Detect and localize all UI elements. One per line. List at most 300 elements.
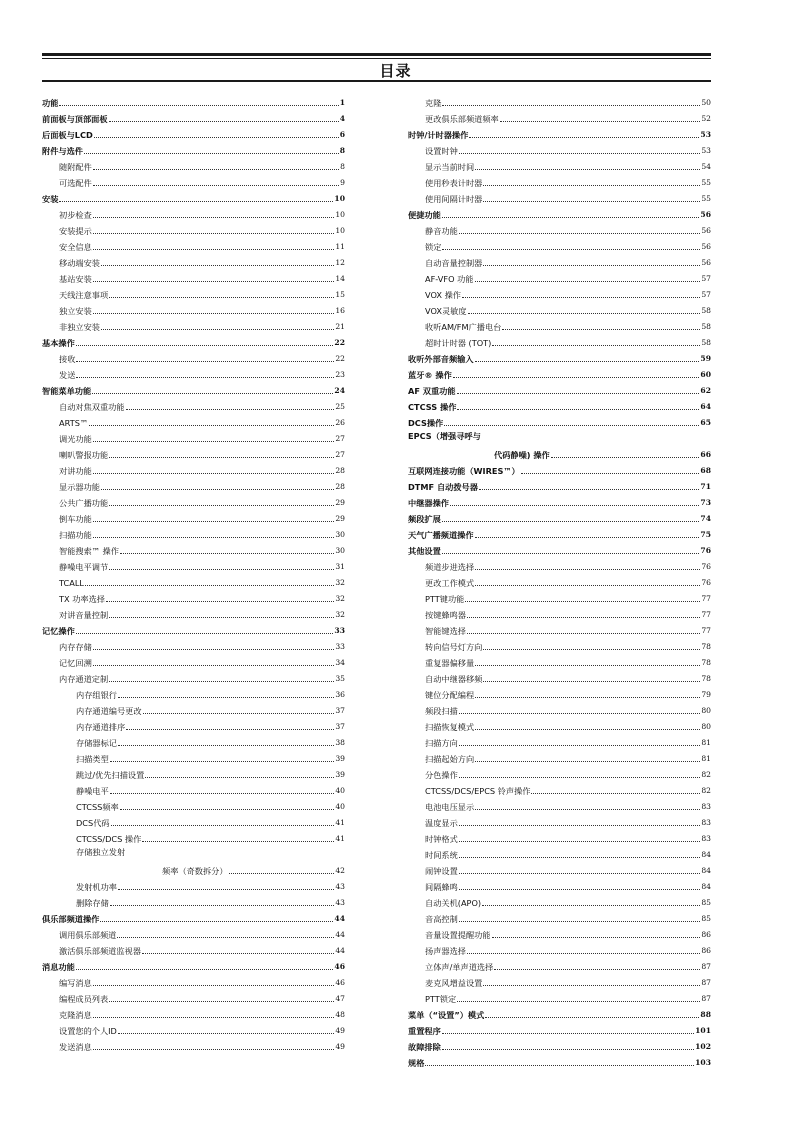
toc-entry[interactable] [42, 972, 345, 988]
toc-entry-title: 音高控制 [425, 914, 458, 924]
page-title: 目录 [379, 62, 412, 80]
toc-entry[interactable] [408, 284, 711, 300]
dot-leader [442, 248, 700, 250]
dot-leader [459, 888, 701, 890]
toc-entry[interactable] [408, 652, 711, 668]
title-underline [42, 80, 711, 82]
toc-entry-page: 85 [701, 914, 711, 923]
dot-leader [120, 808, 335, 810]
toc-entry[interactable] [42, 684, 345, 700]
toc-entry-title: 静噪电平调节 [59, 562, 109, 572]
toc-entry[interactable] [42, 860, 345, 876]
toc-entry[interactable] [42, 636, 345, 652]
toc-entry-title: 智能菜单功能 [42, 386, 92, 396]
toc-entry[interactable] [42, 796, 345, 812]
toc-entry[interactable] [42, 428, 345, 444]
toc-entry-title: 基站安装 [59, 274, 92, 284]
toc-entry-page: 85 [701, 898, 711, 907]
toc-entry[interactable] [408, 940, 711, 956]
toc-entry[interactable] [408, 236, 711, 252]
toc-entry[interactable] [42, 236, 345, 252]
dot-leader [475, 696, 700, 698]
dot-leader [93, 520, 335, 522]
toc-entry-title: TCALL [59, 578, 84, 588]
toc-entry-title: 基本操作 [42, 338, 75, 348]
toc-entry-title: 蓝牙® 操作 [408, 370, 452, 380]
toc-entry[interactable] [42, 268, 345, 284]
dot-leader [109, 120, 339, 122]
toc-entry-title: 麦克风增益设置 [425, 978, 483, 988]
toc-entry[interactable] [408, 812, 711, 828]
toc-entry-title: 中继器操作 [408, 498, 449, 508]
dot-leader [118, 744, 334, 746]
dot-leader [551, 456, 700, 458]
dot-leader [425, 1064, 694, 1066]
toc-entry[interactable] [42, 476, 345, 492]
dot-leader [442, 552, 700, 554]
dot-leader [126, 728, 334, 730]
toc-entry-title: 温度显示 [425, 818, 458, 828]
toc-entry[interactable] [42, 988, 345, 1004]
toc-entry[interactable] [408, 380, 711, 396]
toc-entry[interactable] [408, 444, 711, 460]
toc-entry[interactable] [42, 956, 345, 972]
toc-entry-page: 11 [335, 242, 345, 251]
toc-entry[interactable] [42, 492, 345, 508]
toc-entry[interactable] [42, 540, 345, 556]
dot-leader [109, 1000, 334, 1002]
toc-entry[interactable] [408, 668, 711, 684]
dot-leader [93, 648, 335, 650]
toc-entry[interactable] [42, 732, 345, 748]
toc-entry[interactable] [42, 892, 345, 908]
toc-entry[interactable] [408, 796, 711, 812]
toc-entry-title: 记忆操作 [42, 626, 75, 636]
dot-leader [475, 664, 700, 666]
dot-leader [442, 104, 700, 106]
toc-entry-page: 78 [701, 658, 711, 667]
toc-entry-page: 22 [334, 338, 345, 347]
toc-entry-page: 46 [334, 962, 345, 971]
toc-entry[interactable] [408, 748, 711, 764]
toc-entry-page: 35 [335, 674, 345, 683]
toc-entry-page: 66 [700, 450, 711, 459]
toc-entry-title: 发送 [59, 370, 76, 380]
toc-entry[interactable] [42, 588, 345, 604]
toc-entry-page: 25 [335, 402, 345, 411]
toc-column-left [42, 92, 345, 1052]
dot-leader [101, 328, 334, 330]
toc-entry-title: 重置程序 [408, 1026, 441, 1036]
dot-leader [93, 312, 335, 314]
toc-entry[interactable] [408, 124, 711, 140]
dot-leader [459, 920, 701, 922]
toc-entry[interactable] [408, 876, 711, 892]
toc-entry[interactable] [42, 92, 345, 108]
toc-entry[interactable] [42, 1004, 345, 1020]
toc-entry-title: 时钟/计时器操作 [408, 130, 469, 140]
toc-entry-page: 76 [701, 562, 711, 571]
toc-entry[interactable] [42, 908, 345, 924]
toc-entry-title: 静音功能 [425, 226, 458, 236]
toc-entry[interactable] [408, 988, 711, 1004]
toc-entry[interactable] [42, 412, 345, 428]
toc-entry[interactable] [42, 508, 345, 524]
toc-entry-page: 43 [335, 898, 345, 907]
dot-leader [450, 504, 699, 506]
toc-entry-title: CTCSS/DCS/EPCS 铃声操作 [425, 786, 531, 796]
toc-entry-page: 37 [335, 722, 345, 731]
toc-entry-title: 便捷功能 [408, 210, 441, 220]
toc-entry[interactable] [42, 396, 345, 412]
toc-entry[interactable] [408, 604, 711, 620]
dot-leader [143, 712, 335, 714]
toc-entry[interactable] [408, 716, 711, 732]
toc-entry-page: 41 [335, 818, 345, 827]
toc-entry[interactable] [408, 156, 711, 172]
toc-entry-title: 故障排除 [408, 1042, 441, 1052]
toc-entry-title: 扫描类型 [76, 754, 109, 764]
toc-entry-page: 68 [700, 466, 711, 475]
toc-entry-title: 时间系统 [425, 850, 458, 860]
toc-entry-page: 102 [695, 1042, 711, 1051]
toc-entry-title: 自动中继器移频 [425, 674, 483, 684]
toc-entry-page: 80 [701, 706, 711, 715]
toc-entry-page: 77 [701, 626, 711, 635]
dot-leader [93, 472, 335, 474]
toc-entry-title: 按键蜂鸣器 [425, 610, 466, 620]
dot-leader [475, 584, 700, 586]
toc-entry[interactable] [408, 844, 711, 860]
toc-entry-title: DCS操作 [408, 418, 444, 428]
dot-leader [109, 680, 334, 682]
toc-entry[interactable] [42, 924, 345, 940]
dot-leader [502, 328, 700, 330]
toc-entry[interactable] [408, 732, 711, 748]
toc-entry-page: 56 [701, 258, 711, 267]
dot-leader [465, 600, 700, 602]
toc-entry-title: 收听AM/FM广播电台 [425, 322, 502, 332]
toc-entry-page: 84 [701, 866, 711, 875]
toc-entry-title: 跳过/优先扫描设置 [76, 770, 145, 780]
toc-entry[interactable] [42, 252, 345, 268]
toc-entry-page: 28 [335, 466, 345, 475]
toc-entry-page: 40 [335, 802, 345, 811]
toc-entry-title: 功能 [42, 98, 59, 108]
toc-entry-title: 菜单（“设置”）模式 [408, 1010, 485, 1020]
toc-entry[interactable] [408, 204, 711, 220]
dot-leader [76, 632, 334, 634]
toc-entry-page: 10 [334, 194, 345, 203]
toc-entry[interactable] [408, 524, 711, 540]
toc-entry-title: AF-VFO 功能 [425, 274, 474, 284]
toc-entry-title: 智能键选择 [425, 626, 466, 636]
dot-leader [475, 280, 701, 282]
toc-entry[interactable] [408, 588, 711, 604]
toc-entry-page: 46 [335, 978, 345, 987]
toc-entry-title: 喇叭警报功能 [59, 450, 109, 460]
toc-entry[interactable] [42, 668, 345, 684]
toc-entry-title: 键位分配编程 [425, 690, 475, 700]
dot-leader [459, 152, 701, 154]
toc-entry[interactable] [408, 572, 711, 588]
dot-leader [500, 120, 701, 122]
toc-entry[interactable] [408, 700, 711, 716]
toc-entry[interactable] [42, 204, 345, 220]
toc-entry[interactable] [408, 636, 711, 652]
toc-entry-title: 代码静噪) 操作 [494, 450, 550, 460]
toc-entry[interactable] [42, 364, 345, 380]
toc-entry-title: 扫描恢复模式 [425, 722, 475, 732]
toc-entry-title: 消息功能 [42, 962, 75, 972]
dot-leader [459, 824, 701, 826]
toc-entry-page: 27 [335, 434, 345, 443]
toc-entry-title: 对讲音量控制 [59, 610, 109, 620]
toc-entry-page: 83 [701, 802, 711, 811]
toc-entry[interactable] [42, 140, 345, 156]
toc-entry[interactable] [408, 268, 711, 284]
toc-entry-page: 44 [334, 914, 345, 923]
toc-entry-title: 扫描起始方向 [425, 754, 475, 764]
dot-leader [475, 360, 700, 362]
dot-leader [101, 488, 334, 490]
dot-leader [110, 904, 335, 906]
dot-leader [462, 296, 700, 298]
toc-entry-title: 间隔蜂鸣 [425, 882, 458, 892]
toc-entry-page: 10 [335, 226, 345, 235]
toc-entry-title: 音量设置提醒功能 [425, 930, 491, 940]
toc-entry-page: 37 [335, 706, 345, 715]
toc-entry[interactable] [408, 220, 711, 236]
toc-entry[interactable] [408, 780, 711, 796]
toc-entry[interactable] [408, 556, 711, 572]
toc-entry[interactable] [408, 540, 711, 556]
toc-entry[interactable] [408, 476, 711, 492]
toc-entry-page: 49 [335, 1042, 345, 1051]
toc-entry[interactable] [408, 1052, 711, 1068]
dot-leader [118, 888, 334, 890]
toc-entry[interactable] [42, 716, 345, 732]
dot-leader [442, 1048, 694, 1050]
dot-leader [59, 200, 333, 202]
toc-entry-title: 内存通道定制 [59, 674, 109, 684]
dot-leader [111, 824, 335, 826]
toc-entry-page: 88 [700, 1010, 711, 1019]
toc-entry-page: 82 [701, 786, 711, 795]
toc-entry-page: 76 [701, 578, 711, 587]
toc-entry-page: 44 [335, 930, 345, 939]
toc-entry[interactable] [408, 892, 711, 908]
toc-entry[interactable] [42, 620, 345, 636]
toc-entry[interactable] [408, 188, 711, 204]
dot-leader [469, 136, 699, 138]
toc-entry-title: 扫描功能 [59, 530, 92, 540]
toc-entry[interactable] [408, 908, 711, 924]
toc-entry[interactable] [408, 348, 711, 364]
toc-entry[interactable] [408, 828, 711, 844]
dot-leader [118, 696, 334, 698]
toc-entry[interactable] [42, 332, 345, 348]
dot-leader [93, 440, 335, 442]
toc-entry[interactable] [42, 524, 345, 540]
toc-entry-title: PTT锁定 [425, 994, 457, 1004]
toc-entry-page: 52 [701, 114, 711, 123]
toc-entry-page: 58 [701, 322, 711, 331]
toc-entry-page: 55 [701, 194, 711, 203]
toc-entry-page: 74 [700, 514, 711, 523]
toc-entry[interactable] [42, 700, 345, 716]
toc-entry[interactable] [42, 828, 345, 844]
toc-entry[interactable] [408, 1004, 711, 1020]
dot-leader [76, 344, 334, 346]
toc-entry-page: 53 [701, 146, 711, 155]
toc-entry-page: 57 [701, 274, 711, 283]
toc-entry[interactable] [42, 652, 345, 668]
dot-leader [117, 936, 334, 938]
dot-leader [459, 232, 701, 234]
toc-entry-title: 存储器标记 [76, 738, 117, 748]
toc-entry[interactable] [408, 492, 711, 508]
dot-leader [145, 776, 334, 778]
toc-entry-title: 超时计时器 (TOT) [425, 338, 492, 348]
toc-entry-title: 内存通道编号更改 [76, 706, 142, 716]
toc-entry-title: VOX 操作 [425, 290, 461, 300]
toc-entry[interactable] [408, 1036, 711, 1052]
toc-entry-page: 57 [701, 290, 711, 299]
toc-entry-title: 电池电压显示 [425, 802, 475, 812]
toc-entry[interactable] [408, 620, 711, 636]
dot-leader [93, 216, 335, 218]
toc-entry-page: 12 [335, 258, 345, 267]
toc-entry[interactable] [42, 188, 345, 204]
toc-entry-page: 23 [335, 370, 345, 379]
toc-entry[interactable] [408, 140, 711, 156]
toc-entry[interactable] [42, 300, 345, 316]
toc-entry-page: 48 [335, 1010, 345, 1019]
toc-entry-title: 克隆 [425, 98, 442, 108]
toc-entry-title: 收听外部音频输入 [408, 354, 474, 364]
toc-entry[interactable] [42, 316, 345, 332]
toc-entry[interactable] [408, 172, 711, 188]
dot-leader [442, 1032, 694, 1034]
header-rule-thick [42, 53, 711, 56]
toc-entry[interactable] [408, 252, 711, 268]
toc-entry[interactable] [408, 860, 711, 876]
toc-entry[interactable] [408, 316, 711, 332]
toc-entry[interactable] [42, 876, 345, 892]
toc-entry[interactable] [42, 556, 345, 572]
dot-leader [76, 360, 334, 362]
dot-leader [492, 936, 701, 938]
toc-entry[interactable] [42, 348, 345, 364]
toc-entry[interactable] [42, 1036, 345, 1052]
toc-entry-title: 重复器偏移量 [425, 658, 475, 668]
toc-entry-page: 55 [701, 178, 711, 187]
toc-entry-text: EPCS（增强寻呼与 [408, 431, 481, 441]
toc-entry-title: 激活俱乐部频道监视器 [59, 946, 141, 956]
toc-entry-title: 闹钟设置 [425, 866, 458, 876]
toc-entry-title: 显示器功能 [59, 482, 100, 492]
toc-entry[interactable] [42, 572, 345, 588]
toc-entry-page: 78 [701, 674, 711, 683]
toc-entry-page: 41 [335, 834, 345, 843]
dot-leader [475, 168, 700, 170]
toc-entry-page: 32 [335, 610, 345, 619]
dot-leader [483, 680, 700, 682]
toc-entry[interactable] [408, 1020, 711, 1036]
toc-entry[interactable] [408, 332, 711, 348]
toc-entry[interactable] [408, 108, 711, 124]
toc-entry[interactable] [408, 972, 711, 988]
toc-entry[interactable] [42, 1020, 345, 1036]
header-rule-thin [42, 58, 711, 59]
toc-entry[interactable] [408, 684, 711, 700]
toc-entry[interactable] [42, 748, 345, 764]
toc-entry[interactable] [42, 444, 345, 460]
toc-entry[interactable] [408, 364, 711, 380]
toc-entry-title: 俱乐部频道操作 [42, 914, 100, 924]
toc-entry[interactable] [42, 156, 345, 172]
dot-leader [475, 808, 700, 810]
dot-leader [531, 792, 700, 794]
toc-entry-page: 83 [701, 818, 711, 827]
toc-entry-title: 编程成员列表 [59, 994, 109, 1004]
toc-entry[interactable] [408, 764, 711, 780]
toc-entry-page: 30 [335, 546, 345, 555]
toc-entry[interactable] [42, 108, 345, 124]
toc-entry[interactable] [42, 940, 345, 956]
toc-entry[interactable] [42, 284, 345, 300]
toc-entry[interactable] [408, 300, 711, 316]
toc-entry-title: 互联网连接功能（WIRES™） [408, 466, 520, 476]
toc-entry-title: 规格 [408, 1058, 425, 1068]
toc-entry-title: 设置您的个人ID [59, 1026, 117, 1036]
toc-entry[interactable] [408, 460, 711, 476]
toc-entry[interactable] [42, 780, 345, 796]
toc-entry[interactable] [42, 460, 345, 476]
toc-entry[interactable] [42, 812, 345, 828]
toc-entry[interactable] [408, 924, 711, 940]
toc-entry[interactable] [408, 956, 711, 972]
toc-entry-page: 9 [340, 178, 345, 187]
toc-entry[interactable] [408, 396, 711, 412]
toc-entry[interactable] [42, 220, 345, 236]
dot-leader [101, 264, 334, 266]
toc-entry-page: 75 [700, 530, 711, 539]
toc-entry-title: 克隆消息 [59, 1010, 92, 1020]
toc-entry[interactable] [42, 764, 345, 780]
toc-entry[interactable] [408, 412, 711, 428]
toc-entry[interactable] [42, 124, 345, 140]
toc-entry[interactable] [408, 508, 711, 524]
toc-entry[interactable] [42, 604, 345, 620]
toc-entry-page: 26 [335, 418, 345, 427]
toc-entry-title: 天气广播频道操作 [408, 530, 474, 540]
dot-leader [109, 568, 334, 570]
toc-entry[interactable] [408, 92, 711, 108]
toc-entry-page: 42 [335, 866, 345, 875]
toc-entry[interactable] [42, 172, 345, 188]
dot-leader [100, 920, 333, 922]
dot-leader [467, 616, 700, 618]
dot-leader [467, 632, 700, 634]
dot-leader [93, 184, 339, 186]
toc-entry-title: 编写消息 [59, 978, 92, 988]
dot-leader [442, 520, 700, 522]
toc-entry-page: 30 [335, 530, 345, 539]
toc-entry[interactable] [42, 380, 345, 396]
toc-entry-title: VOX灵敏度 [425, 306, 467, 316]
